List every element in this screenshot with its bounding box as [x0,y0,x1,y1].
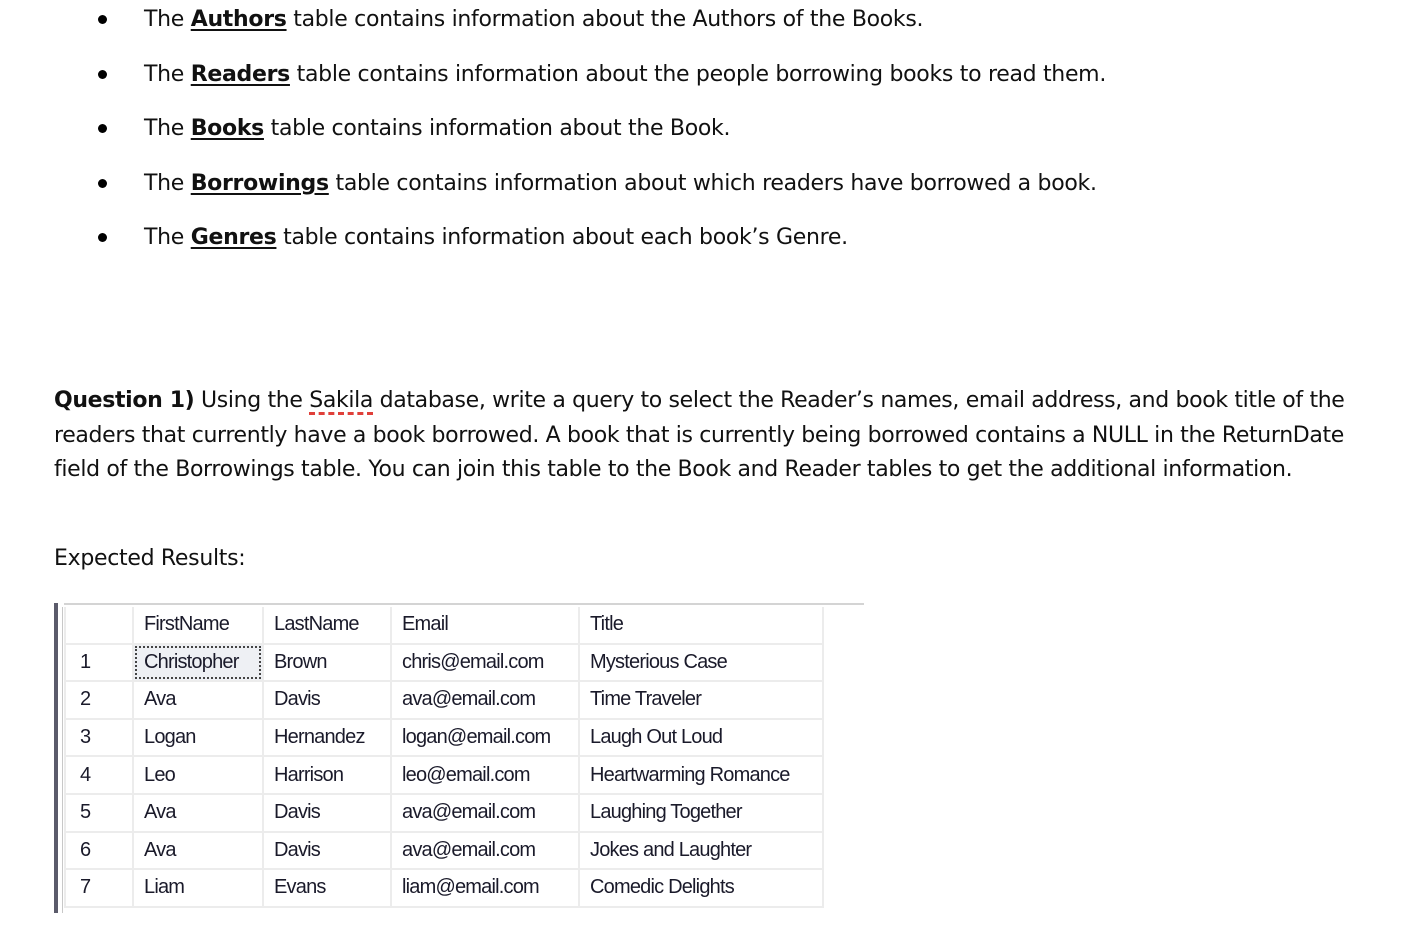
results-grid [54,603,866,913]
cell-firstname[interactable]: Ava [133,832,263,870]
cell-title[interactable]: Laugh Out Loud [579,719,823,757]
bullet-icon [98,15,107,24]
grid-border [54,603,58,913]
text: table contains information about the Authors of the Books. [286,7,924,32]
text: table contains information about the people borrowing books to read them. [289,62,1107,87]
cell-email[interactable]: leo@email.com [391,756,579,794]
text: The [144,171,191,196]
column-header-email[interactable]: Email [391,607,579,644]
cell-title[interactable]: Laughing Together [579,794,823,832]
cell-title[interactable]: Jokes and Laughter [579,832,823,870]
question-paragraph [54,384,1394,488]
table-name: Readers [190,62,290,87]
text: The [144,62,191,87]
column-header-firstname[interactable]: FirstName [133,607,263,644]
expected-results-label: Expected Results: [54,546,246,571]
header-row [65,607,823,644]
column-header-lastname[interactable]: LastName [263,607,391,644]
cell-firstname[interactable]: Leo [133,756,263,794]
text: The [144,7,191,32]
bullet-icon [98,70,107,79]
cell-title[interactable]: Mysterious Case [579,644,823,682]
table-row [65,832,823,870]
row-number[interactable]: 7 [65,869,133,907]
cell-lastname[interactable]: Davis [263,832,391,870]
column-header-title[interactable]: Title [579,607,823,644]
text: table contains information about each book’s Genre. [276,225,848,250]
cell-firstname[interactable]: Ava [133,681,263,719]
table-row [65,681,823,719]
cell-firstname[interactable]: Liam [133,869,263,907]
cell-email[interactable]: ava@email.com [391,832,579,870]
cell-title[interactable]: Heartwarming Romance [579,756,823,794]
row-number[interactable]: 5 [65,794,133,832]
bullet-icon [98,179,107,188]
cell-email[interactable]: ava@email.com [391,794,579,832]
bullet-icon [98,124,107,133]
cell-lastname[interactable]: Hernandez [263,719,391,757]
text: The [144,225,191,250]
cell-title[interactable]: Comedic Delights [579,869,823,907]
text: table contains information about which readers have borrowed a book. [328,171,1097,196]
table-name: Genres [190,225,277,250]
grid-border [62,607,63,913]
corner-cell [65,607,133,644]
cell-email[interactable]: ava@email.com [391,681,579,719]
row-number[interactable]: 4 [65,756,133,794]
question-label: Question 1) [54,388,195,413]
cell-firstname[interactable]: Christopher [133,644,263,682]
cell-title[interactable]: Time Traveler [579,681,823,719]
table-row [65,756,823,794]
text: database, write a query to select the Reader’s names, email address, and book title of the readers that currently have a book borrowed. A book that is currently being borrowed contains a NULL in the ReturnDate field of the Borrowings table. You can join this table to the Book and Reader tables to get the additional information. [54,388,1345,482]
bullet-icon [98,233,107,242]
text: The [144,116,191,141]
row-number[interactable]: 1 [65,644,133,682]
cell-lastname[interactable]: Evans [263,869,391,907]
table-row [65,719,823,757]
cell-email[interactable]: chris@email.com [391,644,579,682]
results-table [64,607,824,908]
text: Using the [194,388,310,413]
row-number[interactable]: 6 [65,832,133,870]
table-row [65,644,823,682]
table-name: Books [190,116,264,141]
cell-lastname[interactable]: Davis [263,794,391,832]
table-row [65,869,823,907]
grid-border [64,603,864,605]
cell-email[interactable]: liam@email.com [391,869,579,907]
row-number[interactable]: 2 [65,681,133,719]
table-row [65,794,823,832]
cell-lastname[interactable]: Davis [263,681,391,719]
table-name: Authors [190,7,287,32]
cell-lastname[interactable]: Harrison [263,756,391,794]
cell-firstname[interactable]: Ava [133,794,263,832]
row-number[interactable]: 3 [65,719,133,757]
cell-firstname[interactable]: Logan [133,719,263,757]
cell-email[interactable]: logan@email.com [391,719,579,757]
table-name: Borrowings [190,171,329,196]
spellcheck-flagged-word[interactable]: Sakila [309,388,374,413]
cell-lastname[interactable]: Brown [263,644,391,682]
text: table contains information about the Book. [263,116,731,141]
